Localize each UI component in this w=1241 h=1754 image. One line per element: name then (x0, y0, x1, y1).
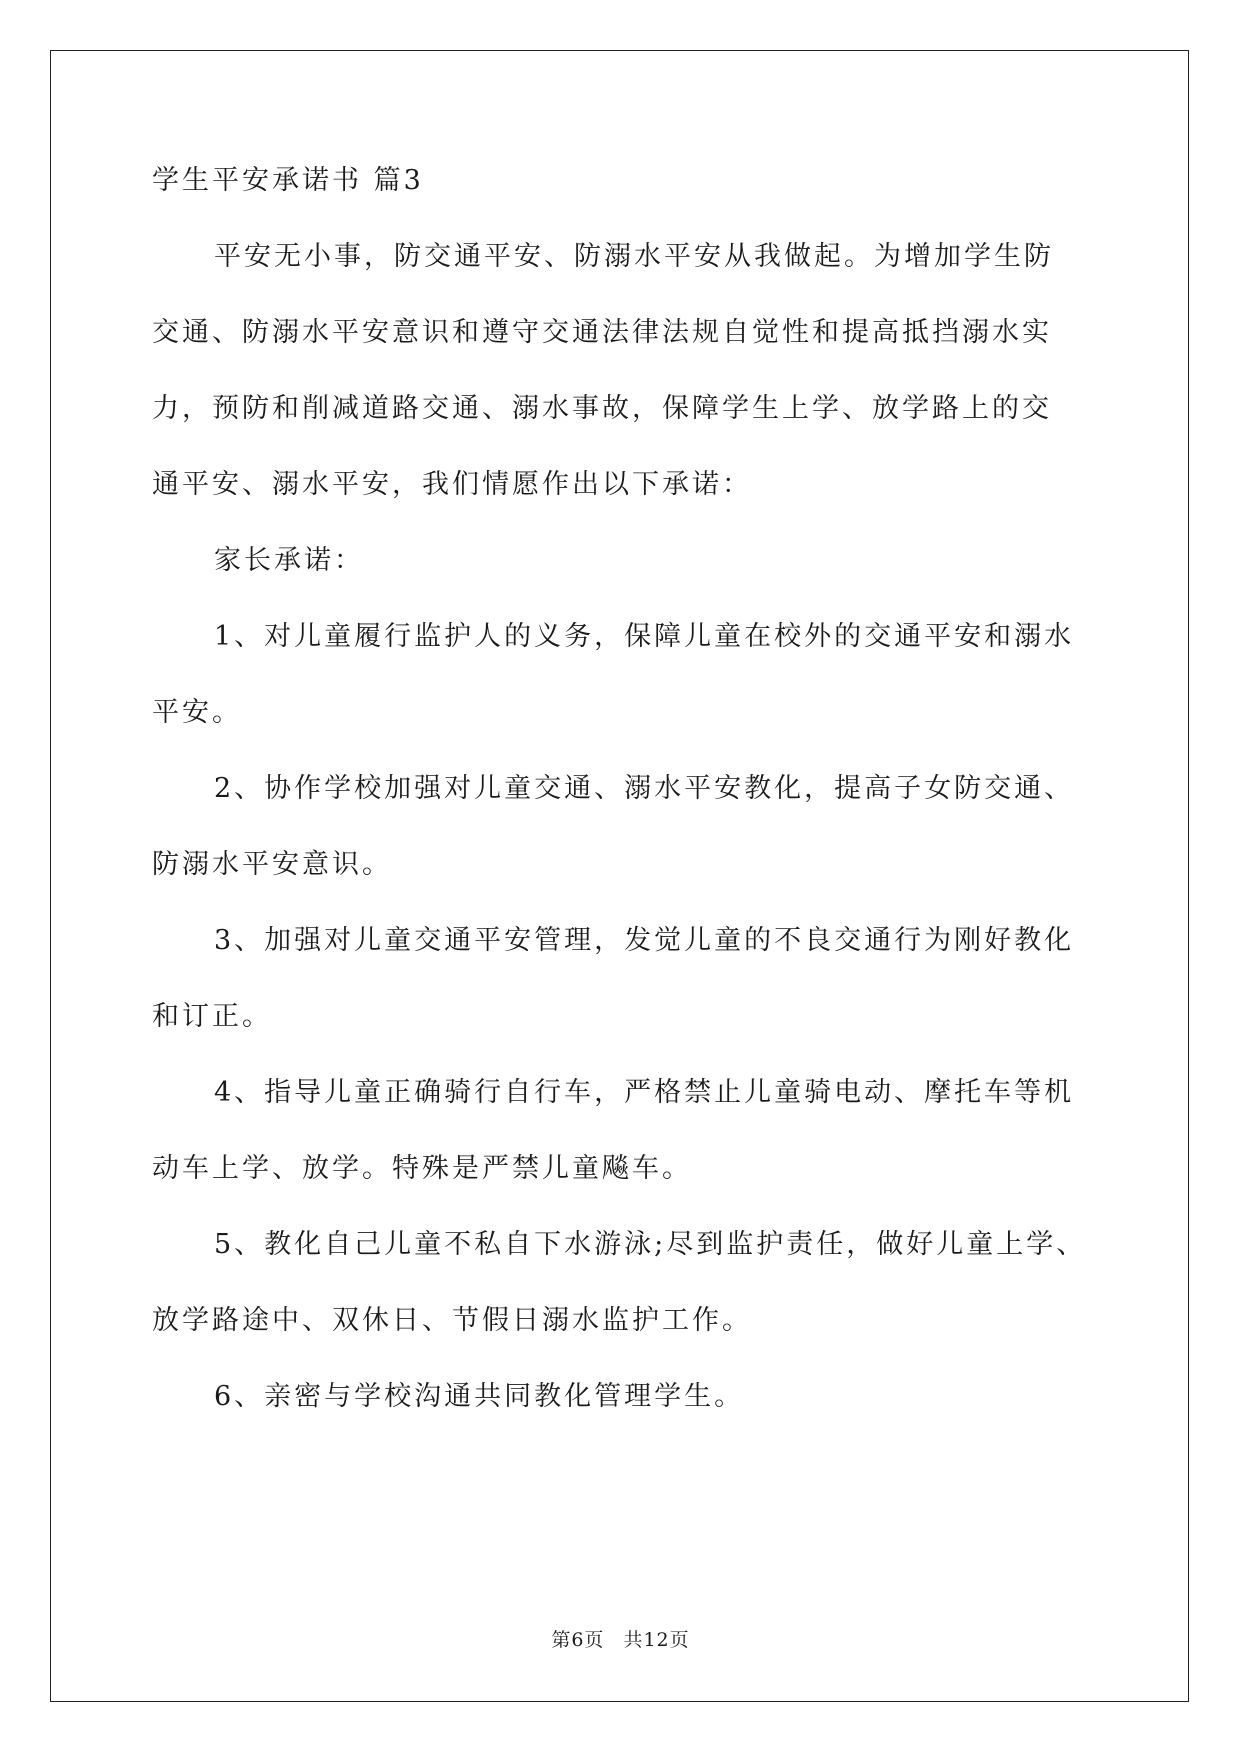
list-item-line: 防溺水平安意识。 (152, 849, 392, 880)
paragraph-line: 力，预防和削减道路交通、溺水事故，保障学生上学、放学路上的交 (152, 393, 1052, 424)
total-page-count: 共12页 (623, 1629, 690, 1651)
list-item-line: 1、对儿童履行监护人的义务，保障儿童在校外的交通平安和溺水 (214, 621, 1075, 652)
list-item-line: 和订正。 (152, 1001, 272, 1032)
section-heading: 家长承诺： (214, 545, 364, 576)
list-item-line: 动车上学、放学。特殊是严禁儿童飚车。 (152, 1153, 692, 1184)
list-item-line: 放学路途中、双休日、节假日溺水监护工作。 (152, 1305, 752, 1336)
list-item-line: 平安。 (152, 697, 242, 728)
list-item-line: 2、协作学校加强对儿童交通、溺水平安教化，提高子女防交通、 (214, 773, 1075, 804)
list-item-line: 4、指导儿童正确骑行自行车，严格禁止儿童骑电动、摩托车等机 (214, 1077, 1075, 1108)
current-page-number: 第6页 (551, 1629, 605, 1651)
list-item-line: 5、教化自己儿童不私自下水游泳;尽到监护责任，做好儿童上学、 (214, 1229, 1087, 1260)
page-footer (0, 1625, 1241, 1652)
list-item-line: 3、加强对儿童交通平安管理，发觉儿童的不良交通行为刚好教化 (214, 925, 1075, 956)
list-item-line: 6、亲密与学校沟通共同教化管理学生。 (214, 1381, 745, 1412)
paragraph-line: 平安无小事，防交通平安、防溺水平安从我做起。为增加学生防 (214, 241, 1054, 272)
document-title: 学生平安承诺书 篇3 (152, 165, 424, 196)
paragraph-line: 通平安、溺水平安，我们情愿作出以下承诺： (152, 469, 752, 500)
paragraph-line: 交通、防溺水平安意识和遵守交通法律法规自觉性和提高抵挡溺水实 (152, 317, 1052, 348)
